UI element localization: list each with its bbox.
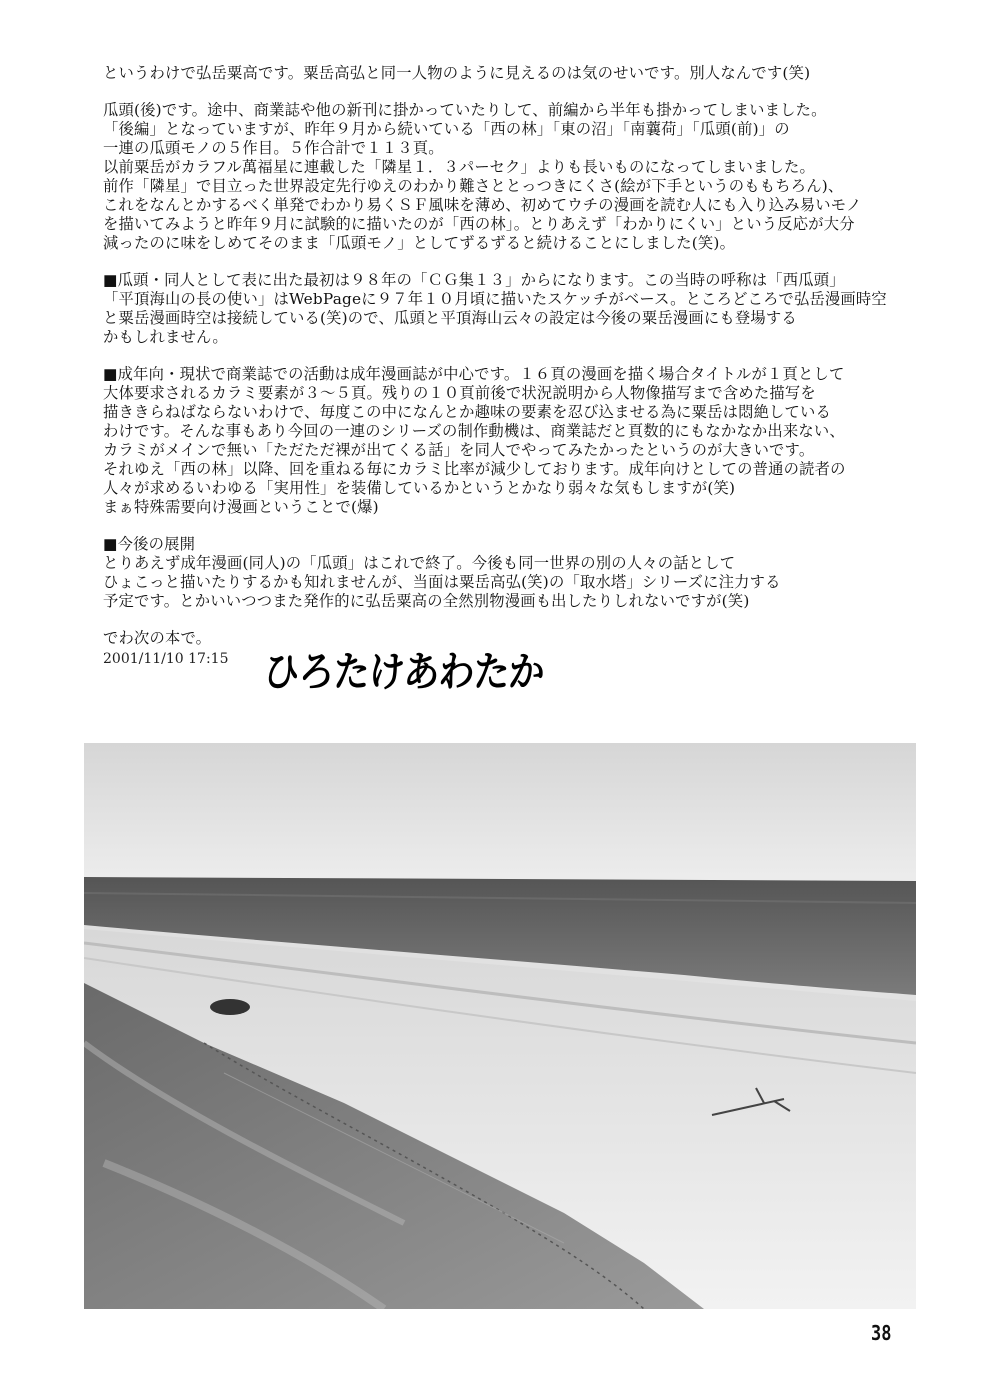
text-line: 描ききらねばならないわけで、毎度この中になんとか趣味の要素を忍び込ませる為に粟岳は悶絶している xyxy=(103,403,832,421)
text-line: 大体要求されるカラミ要素が３～５頁。残りの１０頁前後で状況説明から人物像描写まで含めた描写を xyxy=(103,384,816,402)
closing-line: でわ次の本で。 xyxy=(103,629,212,647)
page-number: 38 xyxy=(871,1321,892,1345)
text-line: 人々が求めるいわゆる「実用性」を装備しているかというとかなり弱々な気もしますが(笑) xyxy=(103,479,736,497)
text-line: わけです。そんな事もあり今回の一連のシリーズの制作動機は、商業誌だと頁数的にもなかなか出来ない、 xyxy=(103,422,845,440)
signature-text: ひろたけあわたか xyxy=(262,649,546,697)
text-line: ■今後の展開 xyxy=(103,535,196,553)
paragraph xyxy=(103,365,923,517)
text-line: かもしれません。 xyxy=(103,328,228,346)
paragraph xyxy=(103,101,923,253)
text-line: それゆえ「西の林」以降、回を重ねる毎にカラミ比率が減少しております。成年向けとしての普通の読者の xyxy=(103,460,846,478)
author-signature xyxy=(262,634,546,704)
text-line: 減ったのに味をしめてそのまま「瓜頭モノ」としてずるずると続けることにしました(笑)。 xyxy=(103,234,736,252)
text-line: ■瓜頭・同人として表に出た最初は９８年の「ＣＧ集１３」からになります。この当時の呼称は「西瓜頭」 xyxy=(103,271,845,289)
text-line: 以前粟岳がカラフル萬福星に連載した「隣星１．３パーセク」よりも長いものになってしまいました。 xyxy=(103,158,815,176)
text-line: これをなんとかするべく単発でわかり易くＳＦ風味を薄め、初めてウチの漫画を読む人にも入り込み易いモノ xyxy=(103,196,862,214)
text-line: と粟岳漫画時空は接続している(笑)ので、瓜頭と平頂海山云々の設定は今後の粟岳漫画にも登場する xyxy=(103,309,797,327)
text-line: 一連の瓜頭モノの５作目。５作合計で１１３頁。 xyxy=(103,139,444,157)
text-line: 前作「隣星」で目立った世界設定先行ゆえのわかり難さととっつきにくさ(絵が下手というのももちろん)、 xyxy=(103,177,844,195)
body-text xyxy=(103,64,923,648)
beach-photo xyxy=(84,743,916,1309)
paragraph xyxy=(103,271,923,347)
text-line: 予定です。とかいいつつまた発作的に弘岳粟高の全然別物漫画も出したりしれないですが(笑) xyxy=(103,592,750,610)
text-line: を描いてみようと昨年９月に試験的に描いたのが「西の林」。とりあえず「わかりにくい」という反応が大分 xyxy=(103,215,855,233)
text-line: カラミがメインで無い「ただただ裸が出てくる話」を同人でやってみたかったというのが大きいです。 xyxy=(103,441,815,459)
date-stamp: 2001/11/10 17:15 xyxy=(103,651,229,667)
text-line: まぁ特殊需要向け漫画ということで(爆) xyxy=(103,498,379,516)
text-line: とりあえず成年漫画(同人)の「瓜頭」はこれで終了。今後も同一世界の別の人々の話として xyxy=(103,554,736,572)
text-line: 瓜頭(後)です。途中、商業誌や他の新刊に掛かっていたりして、前編から半年も掛かってしまいました。 xyxy=(103,101,827,119)
paragraph xyxy=(103,64,923,83)
text-line: 「平頂海山の長の使い」はWebPageに９７年１０月頃に描いたスケッチがベース。ところどころで弘岳漫画時空 xyxy=(103,290,887,308)
text-line: 「後編」となっていますが、昨年９月から続いている「西の林」「東の沼」「南蘘荷」「瓜頭(前)」の xyxy=(103,120,790,138)
text-line: というわけで弘岳粟高です。粟岳高弘と同一人物のように見えるのは気のせいです。別人なんです(笑) xyxy=(103,64,811,82)
paragraph xyxy=(103,535,923,611)
text-line: ■成年向・現状で商業誌での活動は成年漫画誌が中心です。１６頁の漫画を描く場合タイトルが１頁として xyxy=(103,365,845,383)
text-line: ひょこっと描いたりするかも知れませんが、当面は粟岳高弘(笑)の「取水塔」シリーズに注力する xyxy=(103,573,781,591)
